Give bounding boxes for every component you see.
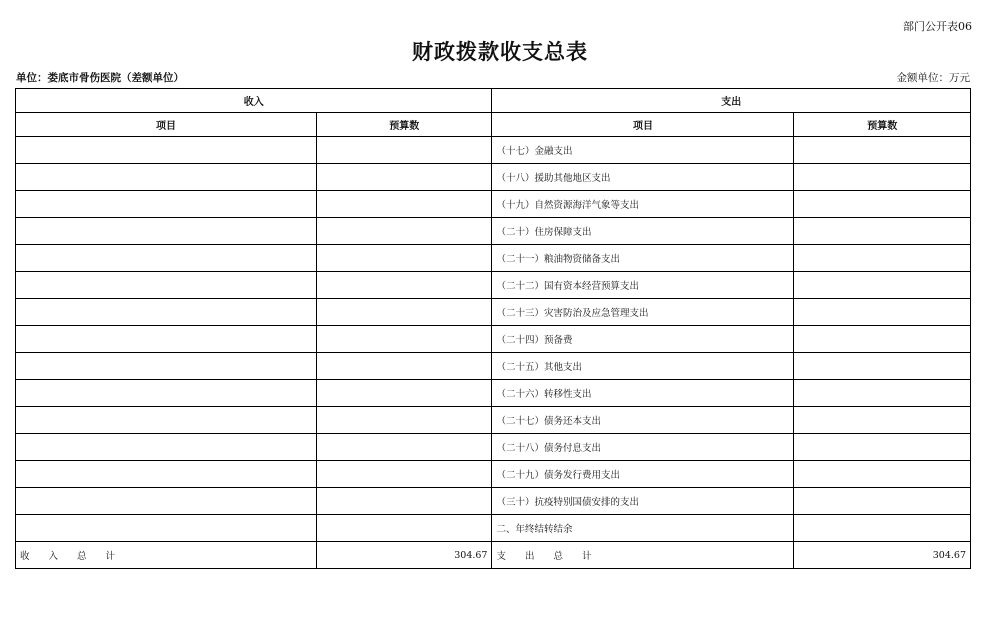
expense-total-label: 支 出 总 计 — [492, 542, 794, 569]
income-item-cell — [16, 380, 317, 407]
expense-item-cell: （二十四）预备费 — [492, 326, 794, 353]
expense-budget-cell — [794, 137, 971, 164]
expense-budget-cell — [794, 245, 971, 272]
expense-item-cell: （二十九）债务发行费用支出 — [492, 461, 794, 488]
table-row — [16, 515, 971, 542]
expense-item-cell: （二十三）灾害防治及应急管理支出 — [492, 299, 794, 326]
expense-budget-cell — [794, 488, 971, 515]
table-row — [16, 407, 971, 434]
income-item-cell — [16, 434, 317, 461]
table-row — [16, 191, 971, 218]
income-budget-cell — [316, 461, 492, 488]
expense-item-cell: （二十六）转移性支出 — [492, 380, 794, 407]
expense-total-value: 304.67 — [794, 542, 971, 569]
expense-budget-cell — [794, 380, 971, 407]
expense-header: 支出 — [492, 89, 971, 113]
income-item-cell — [16, 515, 317, 542]
income-budget-cell — [316, 191, 492, 218]
income-item-cell — [16, 245, 317, 272]
income-item-cell — [16, 407, 317, 434]
expense-item-cell: （十九）自然资源海洋气象等支出 — [492, 191, 794, 218]
table-row — [16, 299, 971, 326]
income-item-cell — [16, 164, 317, 191]
table-body — [16, 137, 971, 542]
income-total-value: 304.67 — [316, 542, 492, 569]
expense-item-cell: （二十一）粮油物资储备支出 — [492, 245, 794, 272]
income-budget-cell — [316, 245, 492, 272]
expense-budget-cell — [794, 407, 971, 434]
income-item-cell — [16, 137, 317, 164]
expense-budget-cell — [794, 272, 971, 299]
income-item-cell — [16, 461, 317, 488]
expense-item-cell: （二十）住房保障支出 — [492, 218, 794, 245]
table-row — [16, 353, 971, 380]
income-item-cell — [16, 488, 317, 515]
income-budget-cell — [316, 299, 492, 326]
expense-budget-cell — [794, 191, 971, 218]
income-budget-cell — [316, 380, 492, 407]
income-budget-cell — [316, 218, 492, 245]
income-header: 收入 — [16, 89, 492, 113]
income-budget-cell — [316, 272, 492, 299]
expense-item-cell: 二、年终结转结余 — [492, 515, 794, 542]
income-budget-cell — [316, 407, 492, 434]
money-unit-label: 金额单位：万元 — [896, 72, 970, 84]
income-item-cell — [16, 326, 317, 353]
table-row — [16, 218, 971, 245]
table-row — [16, 326, 971, 353]
table-row — [16, 137, 971, 164]
page-title: 财政拨款收支总表 — [412, 40, 588, 64]
unit-label: 单位：娄底市骨伤医院（差额单位） — [16, 72, 184, 84]
income-budget-cell — [316, 353, 492, 380]
expense-budget-cell — [794, 218, 971, 245]
expense-item-cell: （二十七）债务还本支出 — [492, 407, 794, 434]
expense-item-header: 项目 — [492, 113, 794, 137]
totals-row — [16, 542, 971, 569]
income-budget-cell — [316, 488, 492, 515]
income-budget-header: 预算数 — [316, 113, 492, 137]
form-number: 部门公开表06 — [903, 20, 972, 33]
income-item-cell — [16, 353, 317, 380]
expense-item-cell: （二十八）债务付息支出 — [492, 434, 794, 461]
expense-budget-cell — [794, 353, 971, 380]
expense-budget-cell — [794, 164, 971, 191]
table-row — [16, 380, 971, 407]
expense-item-cell: （十七）金融支出 — [492, 137, 794, 164]
expense-budget-cell — [794, 434, 971, 461]
income-budget-cell — [316, 434, 492, 461]
income-item-header: 项目 — [16, 113, 317, 137]
table-row — [16, 272, 971, 299]
income-budget-cell — [316, 326, 492, 353]
expense-budget-header: 预算数 — [794, 113, 971, 137]
income-item-cell — [16, 191, 317, 218]
income-budget-cell — [316, 137, 492, 164]
expense-budget-cell — [794, 461, 971, 488]
income-item-cell — [16, 218, 317, 245]
table-row — [16, 488, 971, 515]
expense-item-cell: （二十五）其他支出 — [492, 353, 794, 380]
income-budget-cell — [316, 164, 492, 191]
expense-budget-cell — [794, 515, 971, 542]
income-budget-cell — [316, 515, 492, 542]
table-row — [16, 164, 971, 191]
income-item-cell — [16, 299, 317, 326]
table-row — [16, 461, 971, 488]
expense-item-cell: （十八）援助其他地区支出 — [492, 164, 794, 191]
expense-item-cell: （三十）抗疫特别国债安排的支出 — [492, 488, 794, 515]
table-row — [16, 434, 971, 461]
fiscal-summary-table — [15, 88, 971, 569]
table-row — [16, 245, 971, 272]
income-item-cell — [16, 272, 317, 299]
expense-item-cell: （二十二）国有资本经营预算支出 — [492, 272, 794, 299]
expense-budget-cell — [794, 299, 971, 326]
income-total-label: 收 入 总 计 — [16, 542, 317, 569]
expense-budget-cell — [794, 326, 971, 353]
